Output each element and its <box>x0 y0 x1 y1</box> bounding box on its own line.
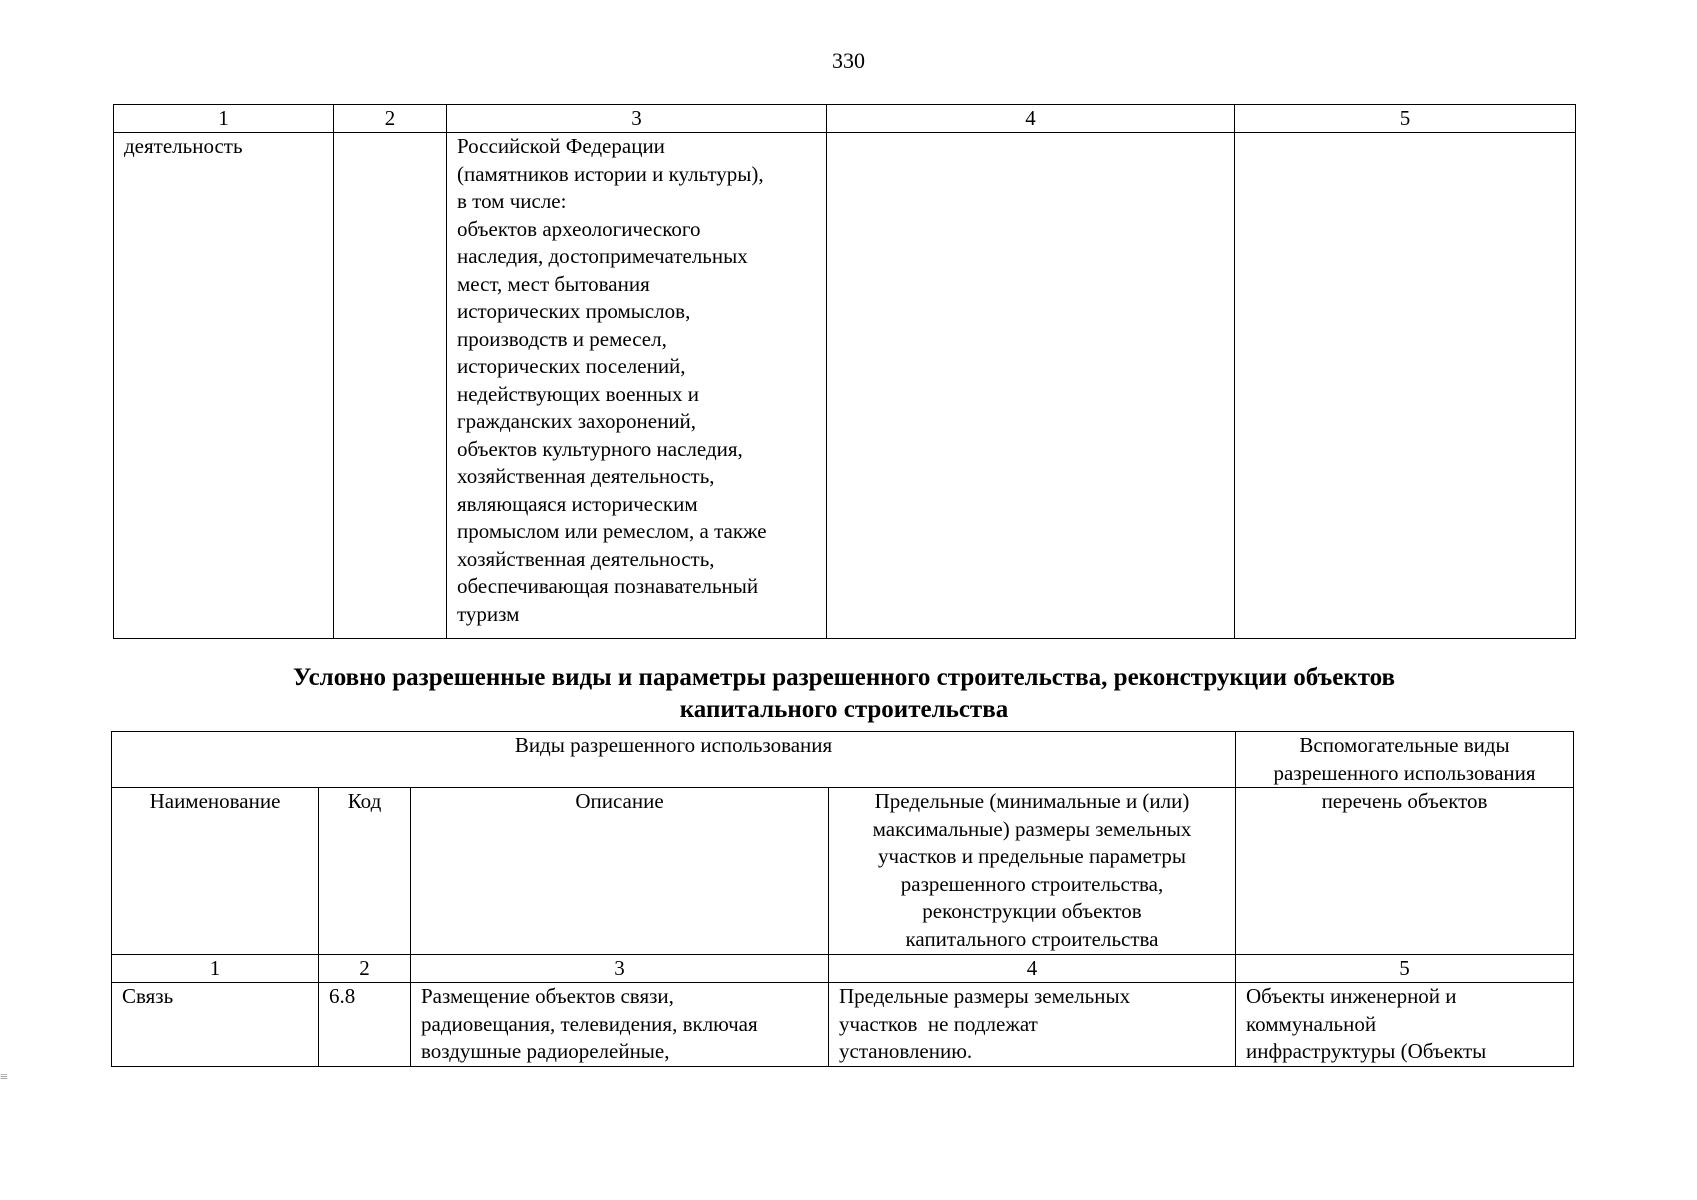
text-line: недействующих военных и <box>457 381 699 406</box>
text-line: капитального строительства <box>905 926 1159 951</box>
text-line: туризм <box>457 601 520 626</box>
aux-header <box>1236 732 1574 788</box>
text-line: промыслом или ремеслом, а также <box>457 519 767 543</box>
header-code: Код <box>319 788 411 955</box>
text-line: хозяйственная деятельность, <box>457 464 715 488</box>
text-line: исторических промыслов, <box>457 299 691 323</box>
text-line: являющаяся историческим <box>457 491 698 516</box>
cell-objects <box>1236 983 1574 1067</box>
column-number: 5 <box>1236 955 1574 983</box>
page-number: 330 <box>832 48 865 73</box>
header-description: Описание <box>411 788 829 955</box>
conditional-uses-table <box>111 731 1574 1067</box>
column-number: 3 <box>447 105 827 133</box>
column-number: 3 <box>411 955 829 983</box>
text-line: Предельные размеры земельных <box>839 984 1131 1008</box>
text-line: в том числе: <box>457 189 567 213</box>
cell-description <box>447 133 827 639</box>
continuation-table <box>113 104 1576 639</box>
text-line: производств и ремесел, <box>457 326 667 351</box>
column-number: 2 <box>334 105 447 133</box>
scan-margin-mark: ≡ <box>0 1070 8 1085</box>
text-line: Объекты инженерной и <box>1246 984 1457 1008</box>
group-header-row <box>112 732 1574 788</box>
text-line: радиовещания, телевидения, включая <box>421 1011 758 1036</box>
text-line: участков и предельные параметры <box>878 844 1186 868</box>
cell-limits <box>829 983 1236 1067</box>
text-line: разрешенного использования <box>1273 760 1536 785</box>
text-line: (памятников истории и культуры), <box>457 161 764 186</box>
text-line: реконструкции объектов <box>922 899 1142 923</box>
cell-limits <box>827 133 1235 639</box>
text-line: гражданских захоронений, <box>457 409 697 433</box>
column-number: 1 <box>114 105 334 133</box>
header-limits <box>829 788 1236 955</box>
table-row <box>112 983 1574 1067</box>
text-line: исторических поселений, <box>457 354 686 378</box>
cell-description <box>411 983 829 1067</box>
column-number-row <box>112 955 1574 983</box>
text-line: коммунальной <box>1246 1011 1377 1036</box>
text-line: хозяйственная деятельность, <box>457 546 715 571</box>
column-number: 2 <box>319 955 411 983</box>
column-number: 4 <box>827 105 1235 133</box>
cell-name: Связь <box>112 983 319 1067</box>
text-line: максимальные) размеры земельных <box>872 816 1192 841</box>
column-number-row <box>114 105 1576 133</box>
cell-name: деятельность <box>114 133 334 639</box>
text-line: объектов культурного наследия, <box>457 436 743 461</box>
section-heading <box>113 662 1575 726</box>
column-number: 4 <box>829 955 1236 983</box>
header-objects: перечень объектов <box>1236 788 1574 955</box>
table-row <box>114 133 1576 639</box>
header-name: Наименование <box>112 788 319 955</box>
column-number: 5 <box>1235 105 1576 133</box>
text-line: наследия, достопримечательных <box>457 244 748 268</box>
cell-code: 6.8 <box>319 983 411 1067</box>
text-line: объектов археологического <box>457 216 701 241</box>
section-heading-line: капитального строительства <box>679 696 1009 723</box>
section-heading-line: Условно разрешенные виды и параметры разрешенного строительства, реконструкции объектов <box>292 664 1396 691</box>
text-line: Размещение объектов связи, <box>421 984 674 1008</box>
text-line: Вспомогательные виды <box>1299 733 1510 757</box>
text-line: установлению. <box>839 1039 973 1063</box>
text-line: разрешенного строительства, <box>900 871 1164 896</box>
text-line: воздушные радиорелейные, <box>421 1039 670 1063</box>
text-line: инфраструктуры (Объекты <box>1246 1039 1487 1063</box>
column-number: 1 <box>112 955 319 983</box>
text-line: Предельные (минимальные и (или) <box>874 789 1190 813</box>
column-header-row <box>112 788 1574 955</box>
cell-code <box>334 133 447 639</box>
cell-objects <box>1235 133 1576 639</box>
text-line: участков не подлежат <box>839 1011 1038 1036</box>
text-line: мест, мест бытования <box>457 271 650 296</box>
text-line: Российской Федерации <box>457 134 665 158</box>
text-line: обеспечивающая познавательный <box>457 574 759 598</box>
group-header: Виды разрешенного использования <box>112 732 1236 788</box>
